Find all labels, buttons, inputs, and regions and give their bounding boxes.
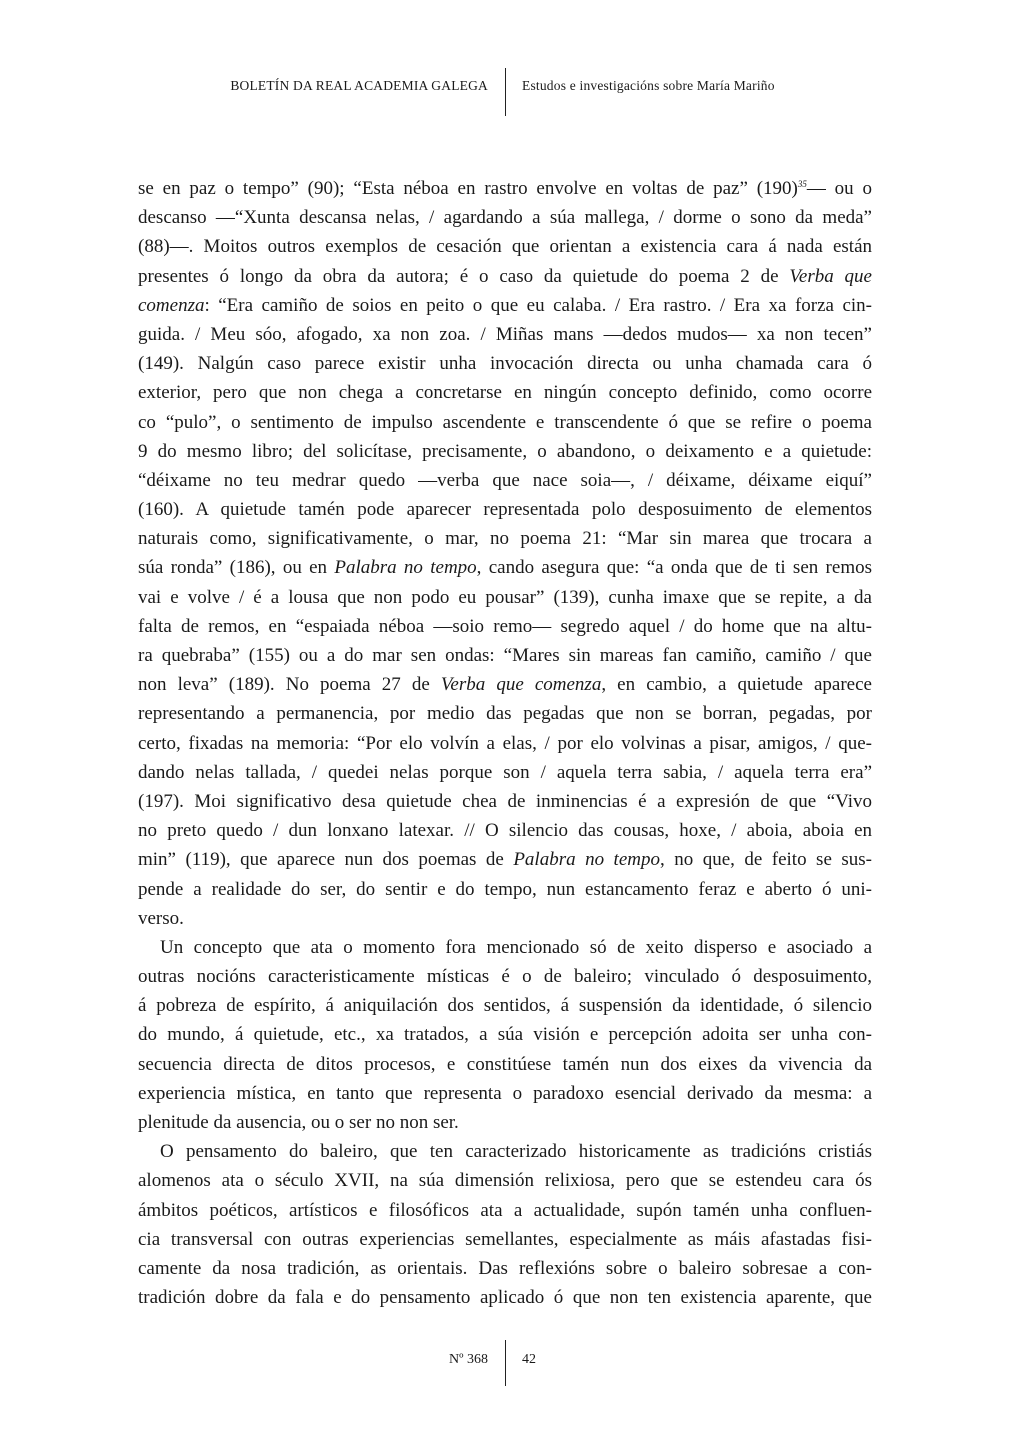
text-run: falta de remos, en “espaiada néboa —soio remo— segredo aquel / do home que na altu-: [138, 615, 872, 637]
text-line: [138, 524, 872, 553]
text-run: pende a realidade do ser, do sentir e do tempo, nun estancamento feraz e aberto ó uni-: [138, 878, 872, 900]
text-run: (197). Moi significativo desa quietude chea de inminencias é a expresión de que “Vivo: [138, 790, 872, 812]
text-run: presentes ó longo da obra da autora; é o caso da quietude do poema 2 de: [138, 265, 790, 287]
text-run: non leva” (189). No poema 27 de: [138, 674, 441, 696]
article-body: [138, 174, 872, 1312]
text-run: dando nelas tallada, / quedei nelas porque son / aquela terra sabia, / aquela terra era”: [138, 761, 872, 783]
text-run: alomenos ata o século XVII, na súa dimensión relixiosa, pero que se estendeu cara ós: [138, 1170, 872, 1192]
text-run: min” (119), que aparece nun dos poemas de: [138, 849, 514, 871]
text-run: no preto quedo / dun lonxano latexar. // O silencio das cousas, hoxe, / aboia, aboia en: [138, 820, 872, 842]
text-line: [138, 904, 872, 933]
text-line: [138, 1254, 872, 1283]
text-line: [138, 1108, 872, 1137]
journal-title: BOLETÍN DA REAL ACADEMIA GALEGA: [230, 78, 488, 93]
text-run: representando a permanencia, por medio das pegadas que non se borran, pegadas, por: [138, 703, 872, 725]
text-line: [138, 758, 872, 787]
text-run: á pobreza de espírito, á aniquilación dos sentidos, á suspensión da identidade, ó silencio: [138, 995, 872, 1017]
text-line: [138, 845, 872, 874]
text-run: O pensamento do baleiro, que ten caracterizado historicamente as tradicións cristiás: [160, 1141, 872, 1163]
text-line: [138, 262, 872, 291]
text-run: Un concepto que ata o momento fora mencionado só de xeito disperso e asociado a: [160, 936, 872, 958]
text-run: (149). Nalgún caso parece existir unha invocación directa ou unha chamada cara ó: [138, 353, 872, 375]
text-line: [138, 495, 872, 524]
text-line: [138, 816, 872, 845]
text-run: 9 do mesmo libro; del solicítase, precisamente, o abandono, o deixamento e a quietude:: [138, 440, 872, 462]
text-run: co “pulo”, o sentimento de impulso ascendente e transcendente ó que se refire o poema: [138, 411, 872, 433]
text-line: [138, 875, 872, 904]
text-run: , en cambio, a quietude aparece: [601, 674, 872, 696]
text-run: tradición dobre da fala e do pensamento aplicado ó que non ten existencia aparente, que: [138, 1287, 872, 1309]
footnote-ref[interactable]: 35: [797, 179, 807, 189]
text-line: [138, 787, 872, 816]
header-divider: [505, 68, 506, 116]
text-line: [138, 1020, 872, 1049]
text-line: [138, 349, 872, 378]
text-line: [138, 729, 872, 758]
text-run: “déixame no teu medrar quedo —verba que nace soia—, / déixame, déixame eiquí”: [138, 469, 872, 491]
footer-divider: [505, 1340, 506, 1386]
text-run: exterior, pero que non chega a concretarse en ningún concepto definido, como ocorre: [138, 382, 872, 404]
italic-title: Verba que comenza: [440, 674, 602, 696]
text-line: [138, 174, 872, 203]
text-run: camente da nosa tradición, as orientais. Das reflexións sobre o baleiro sobresae a con-: [138, 1257, 872, 1279]
text-run: (88)—. Moitos outros exemplos de cesación que orientan a existencia cara á nada están: [138, 236, 872, 258]
text-run: ámbitos poéticos, artísticos e filosóficos ata a actualidade, supón tamén unha confluen-: [138, 1199, 872, 1221]
italic-title: Verba que: [789, 265, 872, 287]
text-line: [138, 320, 872, 349]
italic-title: Palabra no tempo: [334, 557, 477, 579]
section-title: Estudos e investigacións sobre María Mariño: [522, 78, 775, 93]
text-line: [138, 437, 872, 466]
text-run: plenitude da ausencia, ou o ser no non ser.: [138, 1112, 459, 1133]
text-run: : “Era camiño de soios en peito o que eu calaba. / Era rastro. / Era xa forza cin-: [204, 294, 872, 316]
paragraph: [138, 1137, 872, 1312]
text-run: cia transversal con outras experiencias semellantes, especialmente as máis afastadas fisi-: [138, 1228, 872, 1250]
text-run: secuencia directa de ditos procesos, e constitúese tamén nun dos eixes da vivencia da: [138, 1053, 872, 1075]
text-line: [138, 699, 872, 728]
text-run: naturais como, significativamente, o mar, no poema 21: “Mar sin marea que trocara a: [138, 528, 872, 550]
text-run: — ou o: [806, 178, 873, 199]
text-run: experiencia mística, en tanto que representa o paradoxo esencial derivado da mesma: a: [138, 1082, 872, 1104]
text-line: [138, 553, 872, 582]
text-run: descanso —“Xunta descansa nelas, / agardando a súa mallega, / dorme o sono da meda”: [138, 207, 872, 229]
text-line: [138, 1137, 872, 1166]
text-run: , no que, de feito se sus-: [659, 849, 872, 871]
text-line: [138, 408, 872, 437]
text-line: [138, 291, 872, 320]
text-run: certo, fixadas na memoria: “Por elo volvín a elas, / por elo volvinas a pisar, amigos, / que-: [138, 732, 872, 754]
text-run: ra quebraba” (155) ou a do mar sen ondas: “Mares sin mareas fan camiño, camiño / que: [138, 645, 872, 666]
italic-title: comenza: [138, 294, 205, 316]
page-number: 42: [522, 1352, 536, 1367]
text-line: [138, 670, 872, 699]
text-line: [138, 1079, 872, 1108]
text-line: [138, 1283, 872, 1312]
text-run: vai e volve / é a lousa que non podo eu pousar” (139), cunha imaxe que se repite, a da: [138, 586, 872, 608]
text-run: outras nocións caracteristicamente místicas é o de baleiro; vinculado ó desposuimento,: [138, 966, 872, 988]
text-line: [138, 232, 872, 261]
text-run: se en paz o tempo” (90); “Esta néboa en rastro envolve en voltas de paz” (190): [138, 178, 798, 199]
text-line: [138, 466, 872, 495]
text-run: , cando asegura que: “a onda que de ti sen remos: [476, 557, 872, 579]
text-line: [138, 583, 872, 612]
text-run: (160). A quietude tamén pode aparecer representada polo desposuimento de elementos: [138, 499, 872, 521]
text-run: súa ronda” (186), ou en: [138, 557, 335, 579]
text-line: [138, 1225, 872, 1254]
italic-title: Palabra no tempo: [513, 849, 660, 871]
text-line: [138, 962, 872, 991]
text-line: [138, 933, 872, 962]
text-line: [138, 641, 872, 670]
issue-number: Nº 368: [449, 1352, 488, 1367]
text-run: guida. / Meu sóo, afogado, xa non zoa. / Miñas mans —dedos mudos— xa non tecen”: [138, 323, 872, 345]
text-line: [138, 378, 872, 407]
text-line: [138, 203, 872, 232]
text-run: do mundo, á quietude, etc., xa tratados, a súa visión e percepción adoita ser unha con-: [138, 1024, 872, 1046]
paragraph: [138, 174, 872, 933]
paragraph: [138, 933, 872, 1137]
text-line: [138, 1166, 872, 1195]
text-run: verso.: [138, 907, 184, 929]
text-line: [138, 612, 872, 641]
text-line: [138, 1196, 872, 1225]
text-line: [138, 1050, 872, 1079]
text-line: [138, 991, 872, 1020]
